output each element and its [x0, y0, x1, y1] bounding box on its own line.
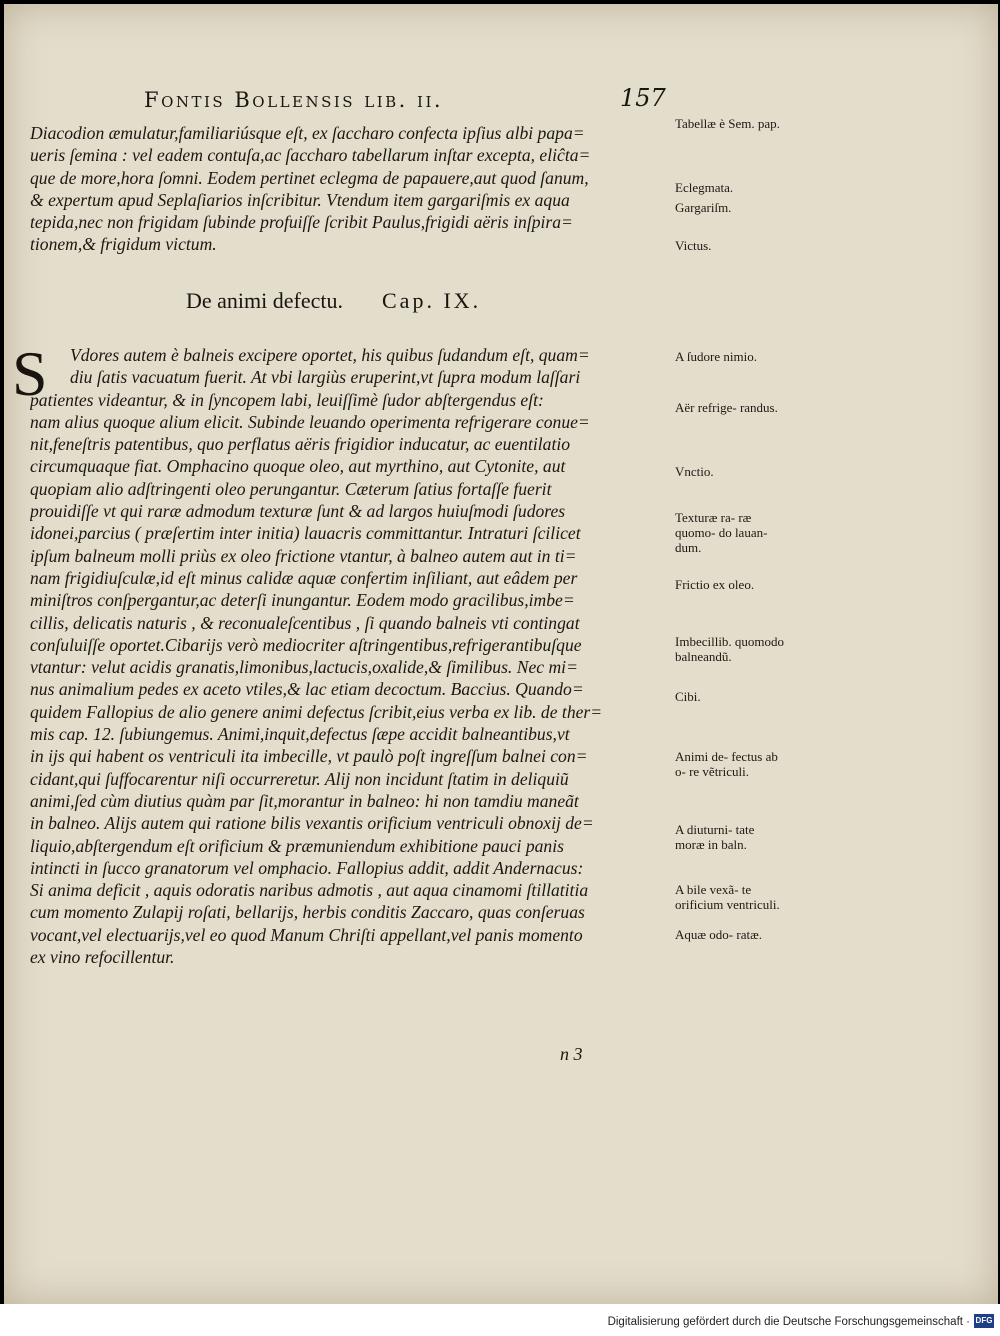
text-line: vocant,vel electuarijs,vel eo quod Manum Chriſti appellant,vel panis momento: [30, 924, 583, 945]
text-line: nit,feneſtris patentibus, quo perflatus aëris frigidior inducatur, ac euentilatio: [30, 434, 571, 455]
text-line: que de more,hora ſomni. Eodem pertinet eclegma de papauere,aut quod ſanum,: [30, 167, 589, 188]
sidenote: A bile vexã- te orificium ventriculi.: [675, 882, 780, 912]
text-line: nus animalium pedes ex aceto vtiles,& lac etiam decoctum. Baccius. Quando=: [30, 679, 584, 700]
text-line: diu ſatis vacuatum fuerit. At vbi largiùs eruperint,vt ſupra modum laſſari: [70, 367, 581, 388]
text-line: nam frigidiuſculæ,id eſt minus calidæ aquæ confertim inſiliant, aut eâdem per: [30, 567, 578, 588]
running-title: Fontis Bollensis lib. ii.: [144, 88, 444, 112]
sidenote: A ſudore nimio.: [675, 349, 757, 364]
text-line: quopiam alio adſtringenti oleo perungantur. Cæterum ſatius fortaſſe fuerit: [30, 478, 552, 499]
text-line: idonei,parcius ( præſertim inter initia) lauacris committantur. Intraturi ſcilicet: [30, 523, 581, 544]
dfg-logo-icon: DFG: [974, 1314, 994, 1328]
paragraph-continued: [30, 122, 670, 256]
text-line: vtantur: velut acidis granatis,limonibus,lactucis,oxalide,& ſimilibus. Nec mi=: [30, 657, 578, 678]
sidenote: Frictio ex oleo.: [675, 577, 755, 592]
text-line: patientes videantur, & in ſyncopem labi, leuiſſimè ſudor abſtergendus eſt:: [30, 389, 544, 410]
sidenote: Texturæ ra- ræ quomo- do lauan- dum.: [675, 510, 768, 555]
text-line: cidant,qui ſuffocarentur niſi occurreretur. Alij non incidunt ſtatim in deliquiũ: [30, 768, 569, 789]
text-line: Vdores autem è balneis excipere oportet, his quibus ſudandum eſt, quam=: [70, 345, 590, 365]
chapter-title: De animi defectu.: [186, 288, 343, 313]
footer-credit: Digitalisierung gefördert durch die Deutsche Forschungsgemeinschaft ·: [607, 1316, 970, 1328]
sidenote: Tabellæ è Sem. pap.: [675, 116, 780, 131]
sidenote: Aquæ odo- ratæ.: [675, 927, 763, 942]
sidenote: Imbecillib. quomodo balneandũ.: [675, 634, 785, 664]
text-line: ipſum balneum molli priùs ex oleo frictione vtantur, à balneo autem aut in ti=: [30, 545, 577, 566]
sidenote: Cibi.: [675, 689, 701, 704]
sidenote: Aër refrige- randus.: [675, 400, 778, 415]
text-line: conſuluiſſe oportet.Cibarijs verò mediocriter aſtringentibus,refrigerantibuſque: [30, 634, 582, 655]
signature-mark: n 3: [560, 1044, 583, 1064]
footer-bar: [0, 1304, 1000, 1336]
sidenote: Vnctio.: [675, 464, 714, 479]
text-line: mis cap. 12. ſubiungemus. Animi,inquit,defectus ſæpe accidit balneantibus,vt: [30, 724, 570, 745]
text-line: & expertum apud Seplaſiarios inſcribitur. Vtendum item gargariſmis ex aqua: [30, 189, 570, 210]
sidenote: Gargariſm.: [675, 200, 732, 215]
text-line: ex vino refocillentur.: [30, 947, 175, 968]
drop-capital: S: [12, 338, 48, 409]
text-line: ueris ſemina : vel eadem contuſa,ac ſaccharo tabellarum inſtar excepta, eliĉta=: [30, 145, 591, 166]
chapter-body: [30, 344, 670, 968]
text-line: quidem Fallopius de alio genere animi defectus ſcribit,eius verba ex lib. de ther=: [30, 701, 603, 722]
sidenote: Animi de- fectus ab o- re vẽtriculi.: [675, 749, 778, 779]
sidenote: Victus.: [675, 238, 712, 253]
text-line: nam alius quoque alium elicit. Subinde leuando operimenta refrigerare conue=: [30, 411, 590, 432]
text-line: prouidiſſe vt qui raræ admodum texturæ ſunt & ad largos huiuſmodi ſudores: [30, 501, 566, 522]
text-line: intincti in ſucco granatorum vel omphacio. Fallopius addit, addit Andernacus:: [30, 857, 584, 878]
text-line: tionem,& frigidum victum.: [30, 234, 217, 255]
book-page: [4, 4, 998, 1304]
text-line: circumquaque fiat. Omphacino quoque oleo, aut myrthino, aut Cytonite, aut: [30, 456, 566, 477]
text-line: cillis, delicatis naturis , & reconualeſcentibus , ſi quando balneis vti contingat: [30, 612, 580, 633]
text-line: Si anima deficit , aquis odoratis naribus admotis , aut aqua cinamomi ſtillatitia: [30, 880, 589, 901]
page-number: 157: [620, 84, 666, 112]
text-line: Diacodion æmulatur,familiariúsque eſt, ex ſaccharo confecta ipſius albi papa=: [30, 123, 585, 143]
sidenote: Eclegmata.: [675, 180, 734, 195]
text-line: in ijs qui habent os ventriculi ita imbecille, vt paulò poſt ingreſſum balnei con=: [30, 746, 588, 767]
text-line: cum momento Zulapij roſati, bellarijs, herbis conditis Zaccaro, quas conſeruas: [30, 902, 585, 923]
text-line: in balneo. Alijs autem qui ratione bilis vexantis orificium ventriculi obnoxij de=: [30, 813, 594, 834]
text-line: liquio,abſtergendum eſt orificium & præmuniendum exhibitione pauci panis: [30, 835, 564, 856]
text-line: animi,ſed cùm diutius quàm par ſit,morantur in balneo: hi non tamdiu maneãt: [30, 790, 579, 811]
text-line: tepida,nec non frigidam ſubinde profuiſſe ſcribit Paulus,frigidi aëris inſpira=: [30, 212, 573, 233]
chapter-number: Cap. IX.: [382, 288, 482, 313]
text-line: miniſtros conſpergantur,ac deterſi inungantur. Eodem modo gracilibus,imbe=: [30, 590, 575, 611]
sidenote: A diuturni- tate moræ in baln.: [675, 822, 755, 852]
